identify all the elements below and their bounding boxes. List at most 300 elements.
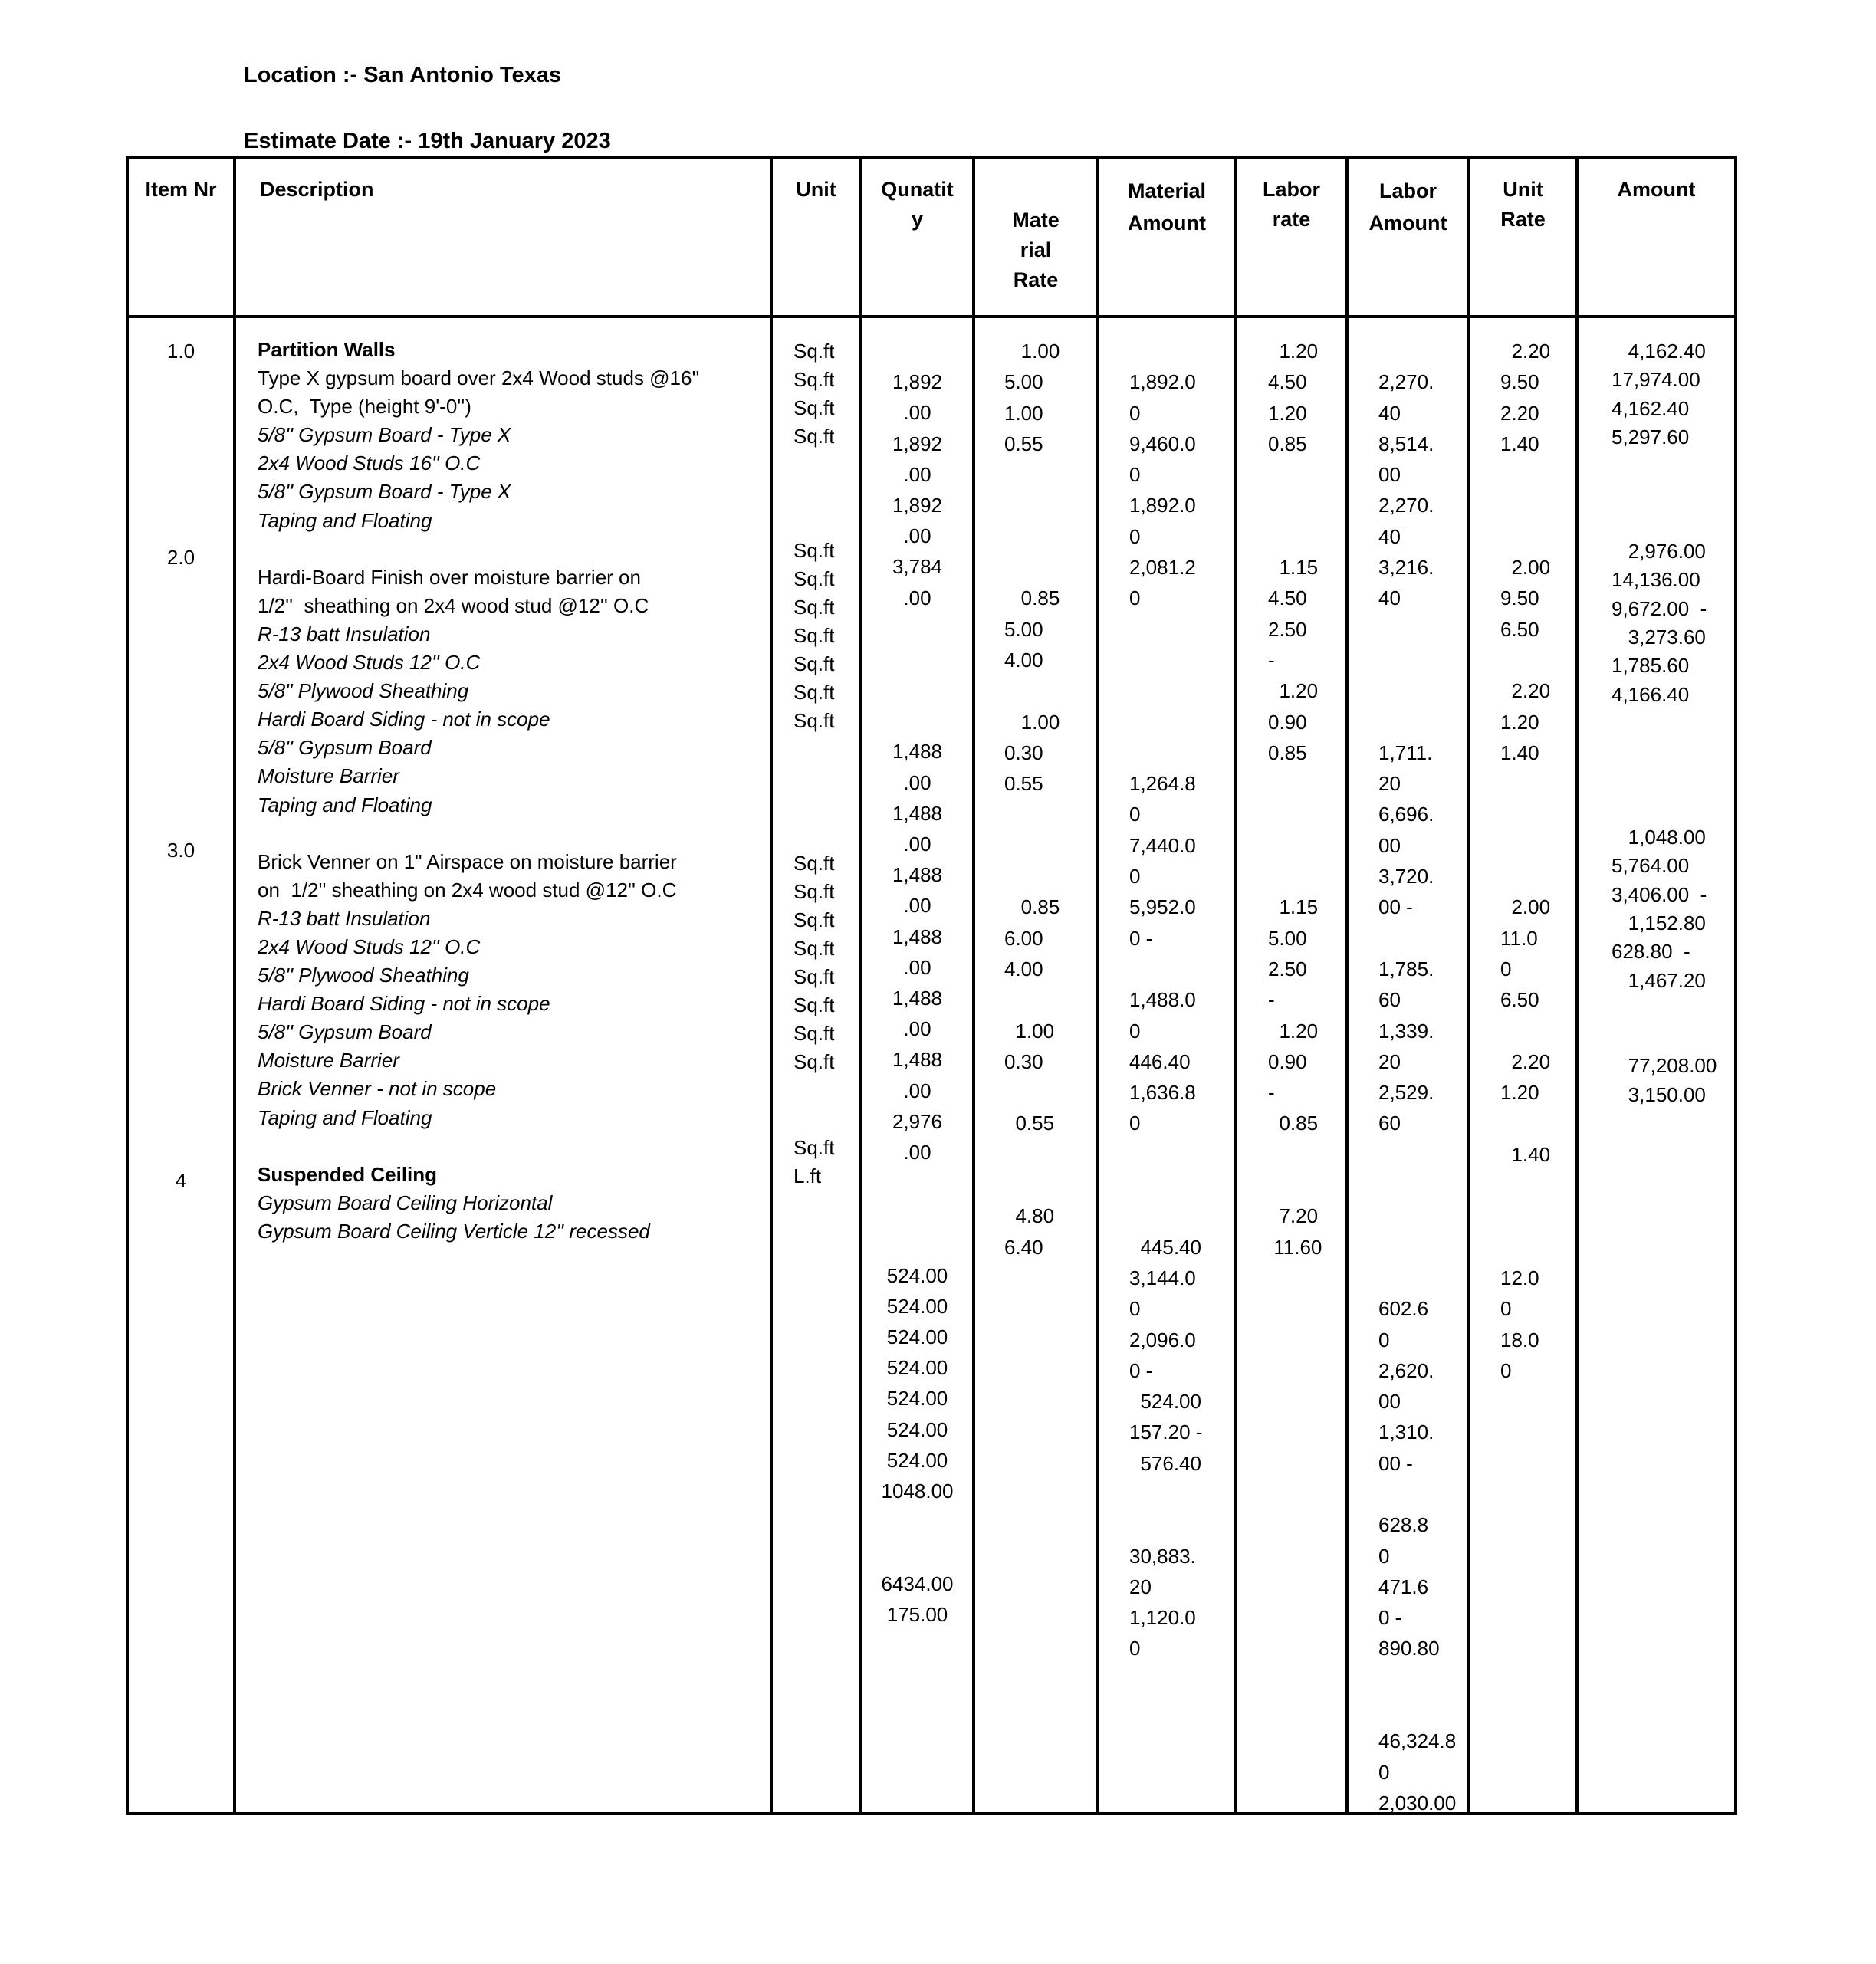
quantity-cell: .00	[903, 401, 931, 425]
material-amount-cell	[1129, 614, 1234, 645]
labor-rate-cell	[1268, 768, 1345, 799]
amount-cell: 9,672.00 -	[1612, 596, 1707, 620]
labor-amount-cell	[1378, 1664, 1467, 1695]
material-amount-cell	[1129, 1479, 1234, 1509]
description-line: R-13 batt Insulation	[258, 906, 431, 930]
material-amount-cell: 9,460.0	[1129, 432, 1196, 455]
labor-amount-cell: 1,339.	[1378, 1019, 1434, 1043]
material-rate-cell	[1004, 521, 1096, 552]
header-material-rate	[975, 205, 1096, 295]
unit-rate-cell: 1.20	[1500, 710, 1539, 734]
labor-rate-cell: 5.00	[1268, 926, 1307, 950]
labor-rate-cell	[1268, 861, 1345, 892]
labor-amount-cell: 46,324.8	[1378, 1729, 1457, 1753]
quantity-cell: 1,892	[892, 432, 943, 455]
material-amount-cell: 0	[1129, 1297, 1141, 1321]
unit-rate-cell	[1500, 830, 1575, 861]
unit-rate-cell: 6.50	[1500, 988, 1539, 1012]
unit-cell: Sq.ft	[793, 681, 835, 704]
labor-rate-cell: 1.15	[1268, 895, 1319, 919]
column-divider	[972, 156, 975, 1815]
material-amount-cell: 20	[1129, 1575, 1152, 1598]
description-line: 5/8'' Gypsum Board	[258, 736, 432, 760]
material-amount-cell	[1129, 1509, 1234, 1540]
material-amount-cell: 1,120.0	[1129, 1606, 1196, 1630]
amount-cell	[1612, 793, 1734, 822]
labor-rate-cell: -	[1268, 988, 1275, 1012]
labor-amount-cell	[1378, 614, 1467, 645]
description-line: 2x4 Wood Studs 12'' O.C	[258, 651, 481, 675]
header-quantity-line: Qunatit	[881, 178, 954, 201]
description-line: Taping and Floating	[258, 508, 432, 532]
material-rate-cell: 0.85	[1004, 895, 1060, 919]
unit-cell: Sq.ft	[793, 425, 835, 448]
labor-rate-cell: 0.85	[1268, 432, 1307, 455]
quantity-cell: 1,488	[892, 986, 943, 1010]
unit-rate-cell: 0	[1500, 1358, 1512, 1382]
labor-amount-cell: 00 -	[1378, 1451, 1413, 1475]
labor-rate-cell: 1.20	[1268, 679, 1319, 703]
quantity-cell: .00	[903, 524, 931, 548]
material-amount-column	[1129, 336, 1234, 1664]
quantity-cell	[862, 705, 972, 736]
amount-cell: 3,406.00 -	[1612, 882, 1707, 906]
labor-amount-cell: 602.6	[1378, 1297, 1429, 1321]
column-divider	[1234, 156, 1237, 1815]
quantity-cell: 524.00	[886, 1356, 948, 1380]
quantity-cell	[862, 1229, 972, 1260]
description-line	[258, 1132, 764, 1161]
unit-cell	[793, 507, 862, 535]
header-labor-amount	[1349, 175, 1467, 239]
unit-rate-cell: 2.20	[1500, 679, 1551, 703]
material-amount-cell: 7,440.0	[1129, 833, 1196, 857]
unit-cell	[793, 791, 862, 819]
labor-amount-cell	[1378, 336, 1467, 366]
labor-amount-cell: 1,785.	[1378, 957, 1434, 980]
unit-rate-cell: 2.20	[1500, 340, 1551, 363]
material-amount-cell	[1129, 675, 1234, 706]
labor-rate-cell: 0.85	[1268, 741, 1307, 764]
description-line: Taping and Floating	[258, 793, 432, 816]
unit-rate-cell: 9.50	[1500, 370, 1539, 394]
material-rate-cell	[1004, 552, 1096, 583]
amount-cell: 5,764.00	[1612, 854, 1690, 878]
quantity-cell: .00	[903, 1079, 931, 1102]
unit-rate-cell	[1500, 1232, 1575, 1263]
column-divider	[1096, 156, 1099, 1815]
labor-amount-cell	[1378, 923, 1467, 954]
column-divider	[1575, 156, 1579, 1815]
labor-amount-cell	[1378, 1170, 1467, 1200]
description-line: Moisture Barrier	[258, 764, 399, 788]
quantity-cell: 524.00	[886, 1263, 948, 1287]
quantity-cell: .00	[903, 462, 931, 486]
labor-rate-cell: 1.15	[1268, 556, 1319, 580]
unit-rate-cell: 6.50	[1500, 617, 1539, 641]
labor-amount-cell	[1378, 707, 1467, 737]
unit-cell: Sq.ft	[793, 538, 835, 562]
unit-cell: Sq.ft	[793, 340, 835, 363]
amount-cell: 17,974.00	[1612, 368, 1700, 392]
unit-cell: Sq.ft	[793, 936, 835, 960]
amount-cell: 3,150.00	[1612, 1082, 1706, 1106]
material-amount-cell	[1129, 645, 1234, 675]
description-line	[258, 819, 764, 848]
labor-amount-cell: 40	[1378, 401, 1401, 425]
labor-amount-cell	[1378, 1139, 1467, 1170]
labor-amount-cell: 00	[1378, 1390, 1401, 1414]
material-amount-cell: 0	[1129, 865, 1141, 888]
quantity-cell: 3,784	[892, 555, 943, 579]
quantity-cell: 1048.00	[881, 1479, 954, 1503]
labor-rate-cell: 4.50	[1268, 370, 1307, 394]
amount-cell	[1612, 764, 1734, 793]
unit-rate-cell: 0	[1500, 957, 1512, 980]
quantity-cell	[862, 1168, 972, 1198]
quantity-cell: .00	[903, 770, 931, 794]
description-line: Hardi-Board Finish over moisture barrier on	[258, 565, 641, 589]
unit-rate-column	[1500, 336, 1575, 1386]
labor-rate-cell: 2.50	[1268, 957, 1307, 980]
labor-amount-cell: 40	[1378, 586, 1401, 610]
amount-cell: 5,297.60	[1612, 425, 1690, 448]
labor-rate-cell: 0.90	[1268, 1049, 1307, 1073]
unit-cell: Sq.ft	[793, 908, 835, 931]
description-line: 5/8" Plywood Sheathing	[258, 679, 469, 703]
labor-amount-cell: 1,310.	[1378, 1420, 1434, 1444]
unit-cell: Sq.ft	[793, 567, 835, 590]
material-amount-cell: 1,636.8	[1129, 1081, 1196, 1105]
column-divider	[1345, 156, 1349, 1815]
header-labor-rate-line: Labor	[1262, 178, 1320, 201]
material-amount-cell: 0	[1129, 803, 1141, 826]
labor-amount-cell: 20	[1378, 1049, 1401, 1073]
labor-amount-cell	[1378, 1479, 1467, 1509]
labor-rate-cell: 7.20	[1268, 1204, 1319, 1228]
labor-amount-cell: 628.8	[1378, 1513, 1429, 1537]
unit-cell	[793, 762, 862, 790]
quantity-cell: 1,488	[892, 740, 943, 764]
item-number: 4	[175, 1169, 187, 1192]
header-labor-amount-line: Amount	[1368, 212, 1447, 235]
column-divider	[1467, 156, 1470, 1815]
header-material-amount-line: Amount	[1128, 212, 1206, 235]
material-rate-cell: 1.00	[1004, 340, 1060, 363]
labor-amount-cell: 00	[1378, 463, 1401, 487]
quantity-cell	[862, 1506, 972, 1537]
labor-rate-cell: 1.20	[1268, 401, 1307, 425]
material-amount-cell: 157.20 -	[1129, 1420, 1203, 1444]
header-material-amount-line: Material	[1127, 179, 1207, 202]
material-amount-cell: 576.40	[1129, 1451, 1201, 1475]
labor-amount-cell: 8,514.	[1378, 432, 1434, 455]
description-line: R-13 batt Insulation	[258, 622, 431, 645]
material-rate-cell: 6.40	[1004, 1235, 1043, 1259]
quantity-cell: .00	[903, 1017, 931, 1041]
unit-cell	[793, 449, 862, 478]
item-number: 2.0	[166, 546, 195, 569]
amount-cell: 3,273.60	[1612, 625, 1706, 649]
description-line: 5/8'' Gypsum Board - Type X	[258, 480, 511, 504]
unit-cell: Sq.ft	[793, 993, 835, 1017]
labor-rate-cell: 4.50	[1268, 586, 1307, 610]
amount-cell	[1612, 478, 1734, 507]
labor-amount-cell: 0 -	[1378, 1606, 1402, 1630]
material-rate-cell	[1004, 861, 1096, 892]
material-amount-cell	[1129, 336, 1234, 366]
labor-amount-cell: 0	[1378, 1544, 1390, 1568]
quantity-cell: 1,488	[892, 801, 943, 825]
amount-cell: 1,467.20	[1612, 968, 1706, 992]
description-line: Moisture Barrier	[258, 1049, 399, 1072]
quantity-cell: .00	[903, 955, 931, 979]
quantity-cell: .00	[903, 586, 931, 609]
material-rate-cell: 1.00	[1004, 1019, 1055, 1043]
labor-amount-cell: 00	[1378, 833, 1401, 857]
amount-cell: 1,152.80	[1612, 911, 1706, 934]
labor-rate-cell	[1268, 1139, 1345, 1170]
material-amount-cell: 0 -	[1129, 1358, 1153, 1382]
material-amount-cell: 2,081.2	[1129, 556, 1196, 580]
unit-cell: Sq.ft	[793, 1050, 835, 1074]
labor-rate-cell	[1268, 1170, 1345, 1200]
unit-rate-cell: 2.00	[1500, 895, 1551, 919]
header-description: Description	[260, 178, 374, 201]
unit-rate-cell	[1500, 1108, 1575, 1138]
material-rate-cell: 1.00	[1004, 401, 1043, 425]
description-line: Partition Walls	[258, 338, 396, 361]
description-line: Taping and Floating	[258, 1105, 432, 1129]
labor-amount-cell: 2,620.	[1378, 1358, 1434, 1382]
unit-rate-cell: 11.0	[1500, 926, 1538, 950]
labor-amount-cell	[1378, 1695, 1467, 1726]
unit-cell: Sq.ft	[793, 851, 835, 875]
header-divider	[126, 315, 1737, 318]
unit-column	[793, 336, 862, 1189]
header-material-amount	[1099, 175, 1234, 239]
labor-rate-cell	[1268, 521, 1345, 552]
quantity-cell	[862, 613, 972, 644]
header-quantity-line: y	[911, 208, 924, 231]
header-material-rate-line: Rate	[1013, 268, 1059, 291]
material-rate-cell: 5.00	[1004, 370, 1043, 394]
labor-amount-cell: 0	[1378, 1760, 1390, 1784]
labor-amount-cell: 2,529.	[1378, 1081, 1434, 1105]
material-amount-cell: 0	[1129, 1637, 1141, 1660]
labor-rate-cell: -	[1268, 1081, 1275, 1105]
quantity-column	[862, 336, 972, 1630]
description-line: 1/2'' sheathing on 2x4 wood stud @12'' O.C	[258, 593, 649, 617]
labor-rate-cell: 0.90	[1268, 710, 1307, 734]
description-line	[258, 535, 764, 563]
unit-rate-cell: 18.0	[1500, 1328, 1539, 1351]
unit-rate-cell: 1.20	[1500, 1081, 1539, 1105]
quantity-cell: 175.00	[886, 1602, 948, 1626]
material-amount-cell: 3,144.0	[1129, 1266, 1196, 1289]
material-amount-cell: 0	[1129, 586, 1141, 610]
labor-amount-cell: 20	[1378, 772, 1401, 796]
labor-amount-cell	[1378, 1232, 1467, 1263]
estimate-date-label: Estimate Date :- 19th January 2023	[244, 129, 611, 153]
quantity-cell: 524.00	[886, 1417, 948, 1441]
labor-rate-cell: 1.20	[1268, 1019, 1319, 1043]
material-rate-cell	[1004, 459, 1096, 490]
material-amount-cell: 524.00	[1129, 1390, 1201, 1414]
column-divider	[233, 156, 236, 1815]
material-rate-cell	[1004, 1139, 1096, 1170]
material-rate-cell: 5.00	[1004, 617, 1043, 641]
description-line: Brick Venner on 1" Airspace on moisture barrier	[258, 849, 677, 873]
unit-rate-cell: 1.40	[1500, 432, 1539, 455]
description-line: Hardi Board Siding - not in scope	[258, 708, 550, 731]
description-line: O.C, Type (height 9'-0'')	[258, 395, 471, 419]
quantity-cell: 1,892	[892, 493, 943, 517]
material-rate-cell: 4.00	[1004, 648, 1043, 672]
description-column	[258, 336, 764, 1246]
unit-cell: Sq.ft	[793, 965, 835, 989]
material-amount-cell	[1129, 1170, 1234, 1200]
unit-cell	[793, 1075, 862, 1103]
material-amount-cell: 0	[1129, 463, 1141, 487]
unit-rate-cell: 1.40	[1500, 1142, 1551, 1166]
material-amount-cell	[1129, 1200, 1234, 1231]
material-amount-cell: 446.40	[1129, 1049, 1191, 1073]
material-rate-cell: 1.00	[1004, 710, 1060, 734]
amount-cell	[1612, 1022, 1734, 1050]
material-amount-cell: 1,892.0	[1129, 370, 1196, 394]
unit-cell: Sq.ft	[793, 368, 835, 392]
quantity-cell: .00	[903, 894, 931, 918]
material-rate-cell: 0.55	[1004, 772, 1043, 796]
unit-cell: Sq.ft	[793, 595, 835, 619]
location-label: Location :- San Antonio Texas	[244, 63, 562, 87]
unit-cell	[793, 734, 862, 762]
labor-amount-cell	[1378, 1263, 1467, 1293]
header-unit: Unit	[796, 178, 836, 201]
material-rate-cell	[1004, 984, 1096, 1015]
labor-amount-cell: 890.80	[1378, 1637, 1440, 1660]
description-line: Brick Venner - not in scope	[258, 1077, 497, 1101]
material-rate-cell	[1004, 1077, 1096, 1108]
description-line: 5/8'' Gypsum Board	[258, 1020, 432, 1044]
labor-amount-cell	[1378, 1200, 1467, 1231]
quantity-cell	[862, 644, 972, 675]
unit-rate-cell	[1500, 1016, 1575, 1046]
labor-amount-cell: 1,711.	[1378, 741, 1433, 764]
quantity-cell: 524.00	[886, 1387, 948, 1411]
labor-amount-cell: 40	[1378, 524, 1401, 548]
material-amount-cell: 2,096.0	[1129, 1328, 1196, 1351]
unit-rate-cell	[1500, 645, 1575, 675]
amount-cell: 1,048.00	[1612, 826, 1706, 849]
labor-amount-cell: 60	[1378, 988, 1401, 1012]
material-amount-cell: 5,952.0	[1129, 895, 1196, 919]
header-material-rate-line: Mate	[1012, 209, 1060, 232]
material-rate-cell: 0.30	[1004, 1049, 1043, 1073]
amount-cell	[1612, 450, 1734, 478]
labor-amount-cell: 60	[1378, 1112, 1401, 1135]
unit-cell: Sq.ft	[793, 1022, 835, 1046]
material-rate-cell: 4.80	[1004, 1204, 1055, 1228]
material-rate-cell: 6.00	[1004, 926, 1043, 950]
material-rate-cell	[1004, 1170, 1096, 1200]
labor-amount-cell: 3,720.	[1378, 865, 1434, 888]
quantity-cell	[862, 336, 972, 366]
header-labor-rate	[1237, 175, 1345, 235]
quantity-cell: 524.00	[886, 1294, 948, 1318]
amount-cell	[1612, 993, 1734, 1022]
labor-amount-cell: 00 -	[1378, 895, 1413, 919]
quantity-cell: 1,488	[892, 1048, 943, 1072]
unit-cell: Sq.ft	[793, 709, 835, 733]
unit-cell: Sq.ft	[793, 1135, 835, 1159]
material-amount-cell: 0	[1129, 401, 1141, 425]
labor-rate-cell	[1268, 830, 1345, 861]
amount-cell: 14,136.00	[1612, 568, 1700, 592]
labor-amount-cell: 6,696.	[1378, 803, 1434, 826]
description-line: Suspended Ceiling	[258, 1162, 438, 1186]
material-rate-cell	[1004, 799, 1096, 829]
quantity-cell: 524.00	[886, 1448, 948, 1472]
item-number: 3.0	[166, 839, 195, 862]
unit-rate-cell	[1500, 459, 1575, 490]
quantity-cell: .00	[903, 833, 931, 856]
header-material-rate-line: rial	[1020, 238, 1052, 261]
quantity-cell	[862, 1198, 972, 1229]
material-amount-cell	[1129, 737, 1234, 768]
material-rate-cell: 0.55	[1004, 432, 1043, 455]
unit-rate-cell	[1500, 521, 1575, 552]
material-amount-cell: 0 -	[1129, 926, 1153, 950]
description-line: Gypsum Board Ceiling Verticle 12'' recessed	[258, 1219, 650, 1243]
material-amount-cell	[1129, 707, 1234, 737]
material-amount-cell: 1,488.0	[1129, 988, 1196, 1012]
labor-amount-cell: 471.6	[1378, 1575, 1429, 1598]
unit-cell: Sq.ft	[793, 652, 835, 676]
description-line: 5/8'' Plywood Sheathing	[258, 964, 469, 987]
header-amount: Amount	[1617, 178, 1696, 201]
unit-rate-cell	[1500, 1170, 1575, 1200]
header-quantity	[862, 175, 972, 235]
labor-rate-cell: 11.60	[1268, 1235, 1322, 1259]
material-rate-cell	[1004, 830, 1096, 861]
amount-cell: 1,785.60	[1612, 654, 1690, 678]
material-rate-cell: 4.00	[1004, 957, 1043, 980]
quantity-cell	[862, 675, 972, 705]
quantity-cell: .00	[903, 1140, 931, 1164]
unit-cell: L.ft	[793, 1164, 822, 1187]
unit-cell	[793, 819, 862, 848]
material-amount-cell: 1,264.8	[1129, 772, 1196, 796]
labor-amount-column	[1378, 336, 1467, 1818]
quantity-cell: 1,488	[892, 925, 943, 948]
labor-rate-cell: 0.85	[1268, 1112, 1319, 1135]
description-line: on 1/2'' sheathing on 2x4 wood stud @12'' O.C	[258, 878, 677, 902]
unit-rate-cell: 0	[1500, 1297, 1512, 1321]
description-line: 2x4 Wood Studs 12'' O.C	[258, 934, 481, 958]
amount-cell: 4,166.40	[1612, 682, 1690, 706]
material-amount-cell	[1129, 1139, 1234, 1170]
unit-rate-cell	[1500, 799, 1575, 829]
material-rate-column	[1004, 336, 1096, 1263]
header-labor-amount-line: Labor	[1378, 179, 1437, 202]
material-rate-cell	[1004, 490, 1096, 521]
unit-cell	[793, 478, 862, 506]
labor-amount-cell: 0	[1378, 1328, 1390, 1351]
labor-rate-cell	[1268, 459, 1345, 490]
material-amount-cell	[1129, 954, 1234, 984]
